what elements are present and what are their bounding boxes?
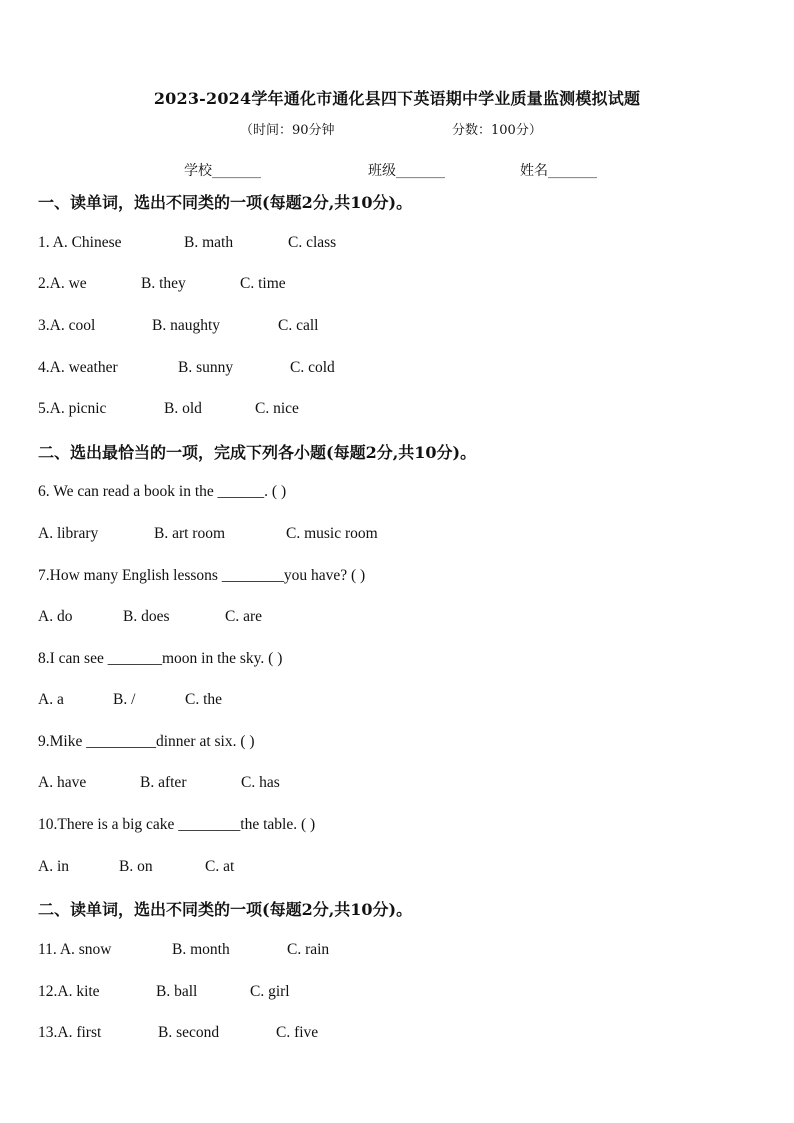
option-c: C. music room (286, 525, 378, 542)
option-b: B. they (141, 275, 186, 292)
option-a: 11. A. snow (38, 941, 112, 958)
option-c: C. at (205, 858, 235, 875)
option-c: C. class (288, 234, 337, 251)
option-b: B. old (164, 400, 202, 417)
option-b: B. sunny (178, 359, 234, 376)
option-c: C. nice (255, 400, 299, 417)
exam-score: 分数：100分） (452, 123, 542, 138)
option-c: C. the (185, 691, 223, 708)
option-a: 12.A. kite (38, 983, 100, 1000)
question-text: 7.How many English lessons ________you have? ( ) (38, 567, 366, 584)
section-heading-1: 一、读单词，选出不同类的一项(每题2分,共10分)。 (38, 193, 413, 212)
section-heading-3: 二、读单词，选出不同类的一项(每题2分,共10分)。 (38, 900, 413, 919)
option-a: 13.A. first (38, 1024, 102, 1041)
option-b: B. month (172, 941, 230, 958)
option-a: A. a (38, 691, 64, 708)
option-a: 4.A. weather (38, 359, 118, 376)
question-text: 9.Mike _________dinner at six. ( ) (38, 733, 255, 750)
exam-time: （时间：90分钟 (240, 123, 335, 138)
option-c: C. call (278, 317, 319, 334)
option-b: B. ball (156, 983, 198, 1000)
option-a: A. in (38, 858, 69, 875)
option-c: C. are (225, 608, 263, 625)
option-a: 5.A. picnic (38, 400, 107, 417)
section-heading-2: 二、选出最恰当的一项，完成下列各小题(每题2分,共10分)。 (38, 443, 477, 462)
question-text: 8.I can see _______moon in the sky. ( ) (38, 650, 283, 667)
option-b: B. on (119, 858, 153, 875)
option-b: B. does (123, 608, 170, 625)
option-b: B. / (113, 691, 136, 708)
option-c: C. rain (287, 941, 330, 958)
question-text: 6. We can read a book in the ______. ( ) (38, 483, 287, 500)
option-b: B. math (184, 234, 234, 251)
school-field: 学校_______ (184, 163, 261, 179)
option-c: C. girl (250, 983, 290, 1000)
exam-title: 2023-2024学年通化市通化县四下英语期中学业质量监测模拟试题 (153, 89, 641, 108)
option-c: C. five (276, 1024, 319, 1041)
option-c: C. time (240, 275, 286, 292)
option-a: 2.A. we (38, 275, 87, 292)
name-field: 姓名_______ (520, 163, 597, 179)
option-c: C. cold (290, 359, 335, 376)
option-a: 3.A. cool (38, 317, 96, 334)
option-a: 1. A. Chinese (38, 234, 122, 251)
option-b: B. naughty (152, 317, 221, 334)
option-b: B. after (140, 774, 187, 791)
option-a: A. do (38, 608, 73, 625)
question-text: 10.There is a big cake ________the table. ( ) (38, 816, 316, 833)
class-field: 班级_______ (368, 163, 445, 179)
option-b: B. second (158, 1024, 220, 1041)
option-c: C. has (241, 774, 280, 791)
option-a: A. have (38, 774, 87, 791)
option-b: B. art room (154, 525, 226, 542)
option-a: A. library (38, 525, 99, 542)
